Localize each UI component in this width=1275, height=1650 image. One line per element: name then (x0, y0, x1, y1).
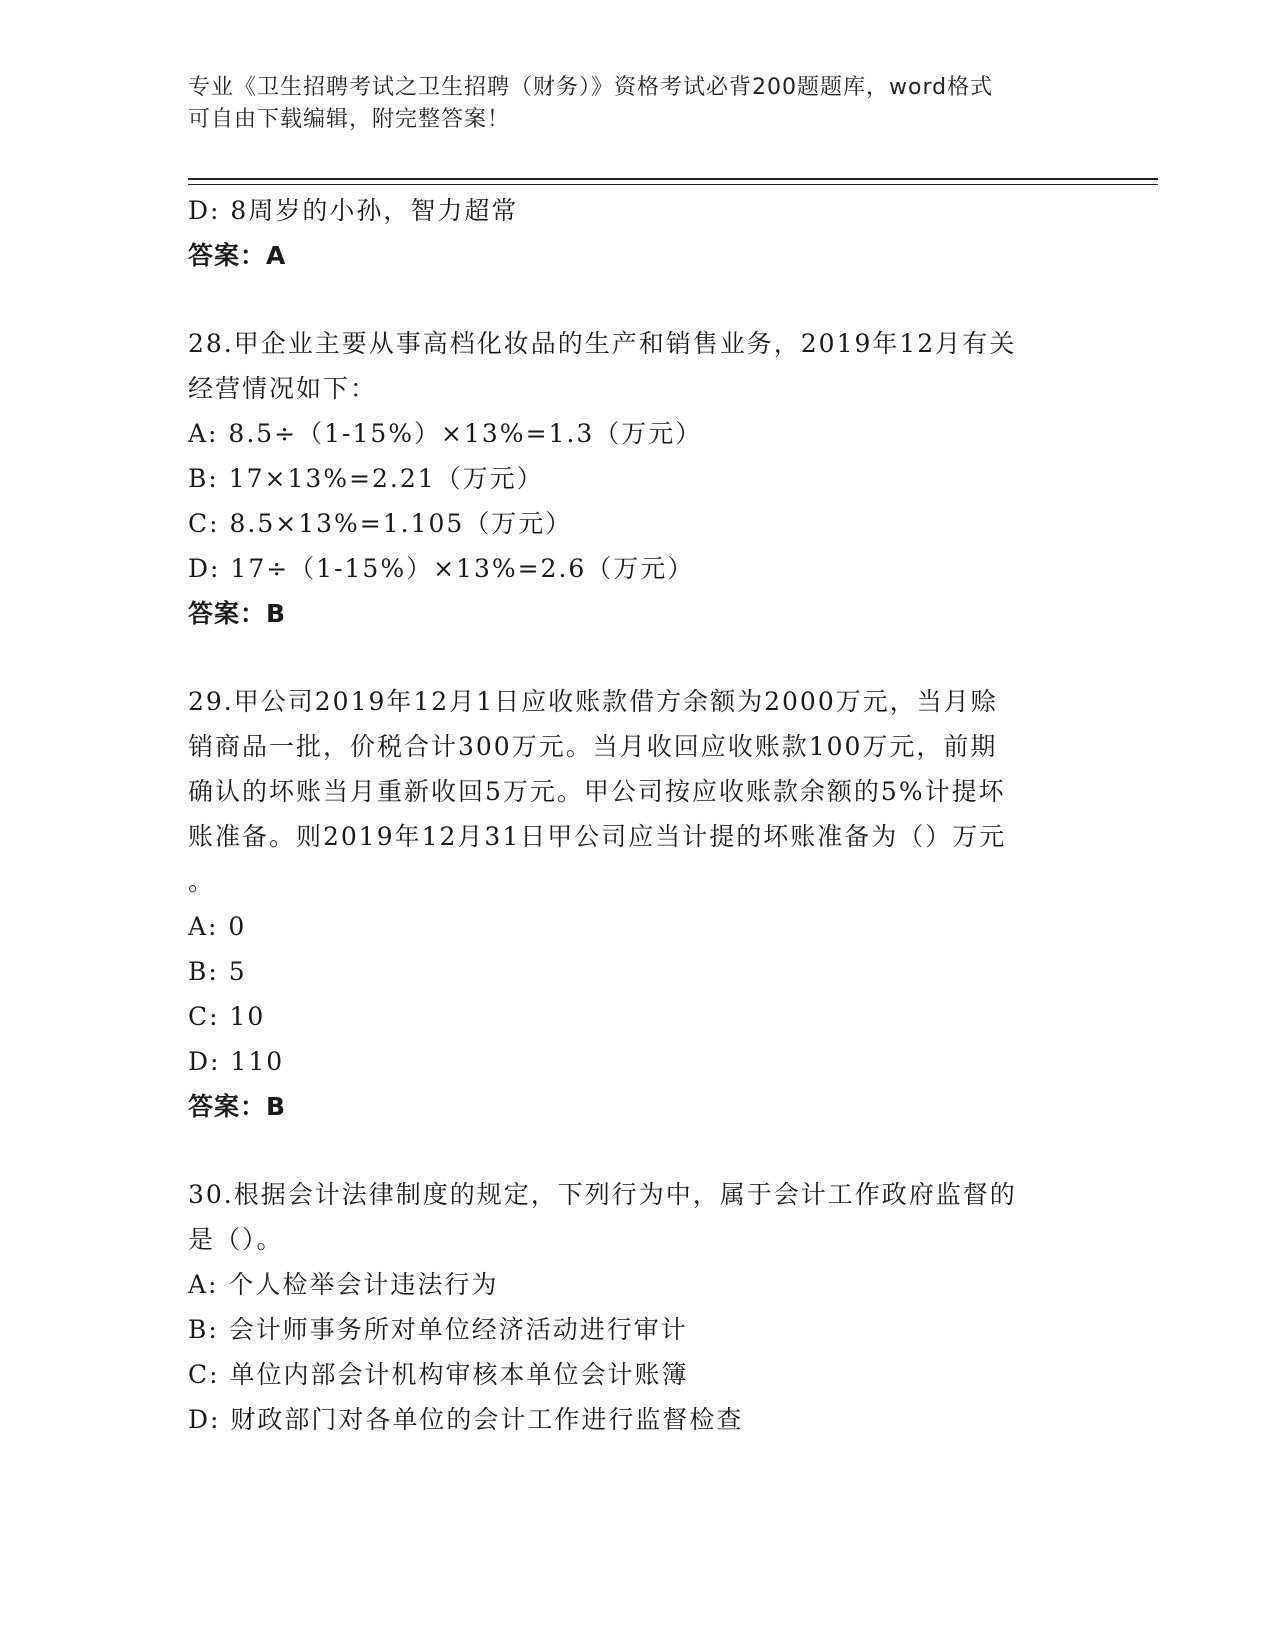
spacer (188, 278, 1088, 321)
document-header (188, 72, 1088, 136)
question-text-line: 销商品一批，价税合计300万元。当月收回应收账款100万元，前期 (188, 732, 998, 761)
option-d: D: 110 (188, 1047, 285, 1076)
option-a: A: 个人检举会计违法行为 (188, 1270, 499, 1299)
header-divider-thin (188, 184, 1158, 185)
spacer (188, 636, 1088, 679)
option-b: B: 5 (188, 957, 247, 986)
answer-line: 答案：B (188, 1092, 287, 1121)
option-c: C: 单位内部会计机构审核本单位会计账簿 (188, 1360, 689, 1389)
answer-line: 答案：A (188, 241, 287, 270)
option-b: B: 17×13%=2.21（万元） (188, 464, 544, 493)
option-c: C: 8.5×13%=1.105（万元） (188, 509, 573, 538)
option-a: A: 8.5÷（1-15%）×13%=1.3（万元） (188, 419, 703, 448)
question-content (188, 188, 1088, 1442)
question-text-line: 。 (188, 867, 216, 896)
question-text-line: 账准备。则2019年12月31日甲公司应当计提的坏账准备为（）万元 (188, 822, 1007, 851)
option-a: A: 0 (188, 912, 247, 941)
question-text-line: 经营情况如下： (188, 374, 378, 403)
option-d: D: 8周岁的小孙，智力超常 (188, 196, 519, 225)
question-text-line: 确认的坏账当月重新收回5万元。甲公司按应收账款余额的5%计提坏 (188, 777, 1006, 806)
question-text-line: 30.根据会计法律制度的规定，下列行为中，属于会计工作政府监督的 (188, 1180, 1017, 1209)
spacer (188, 1129, 1088, 1172)
header-line-2: 可自由下载编辑，附完整答案！ (188, 107, 511, 132)
header-divider (188, 178, 1158, 180)
question-28 (188, 321, 1088, 636)
option-b: B: 会计师事务所对单位经济活动进行审计 (188, 1315, 688, 1344)
question-text-line: 29.甲公司2019年12月1日应收账款借方余额为2000万元，当月赊 (188, 687, 998, 716)
question-text-line: 是（）。 (188, 1225, 284, 1254)
question-29 (188, 679, 1088, 1129)
answer-line: 答案：B (188, 599, 287, 628)
question-30 (188, 1172, 1088, 1442)
option-d: D: 财政部门对各单位的会计工作进行监督检查 (188, 1405, 744, 1434)
header-line-1: 专业《卫生招聘考试之卫生招聘（财务）》资格考试必背200题题库，word格式 (188, 75, 994, 100)
option-d: D: 17÷（1-15%）×13%=2.6（万元） (188, 554, 695, 583)
option-c: C: 10 (188, 1002, 266, 1031)
question-text-line: 28.甲企业主要从事高档化妆品的生产和销售业务，2019年12月有关 (188, 329, 1017, 358)
